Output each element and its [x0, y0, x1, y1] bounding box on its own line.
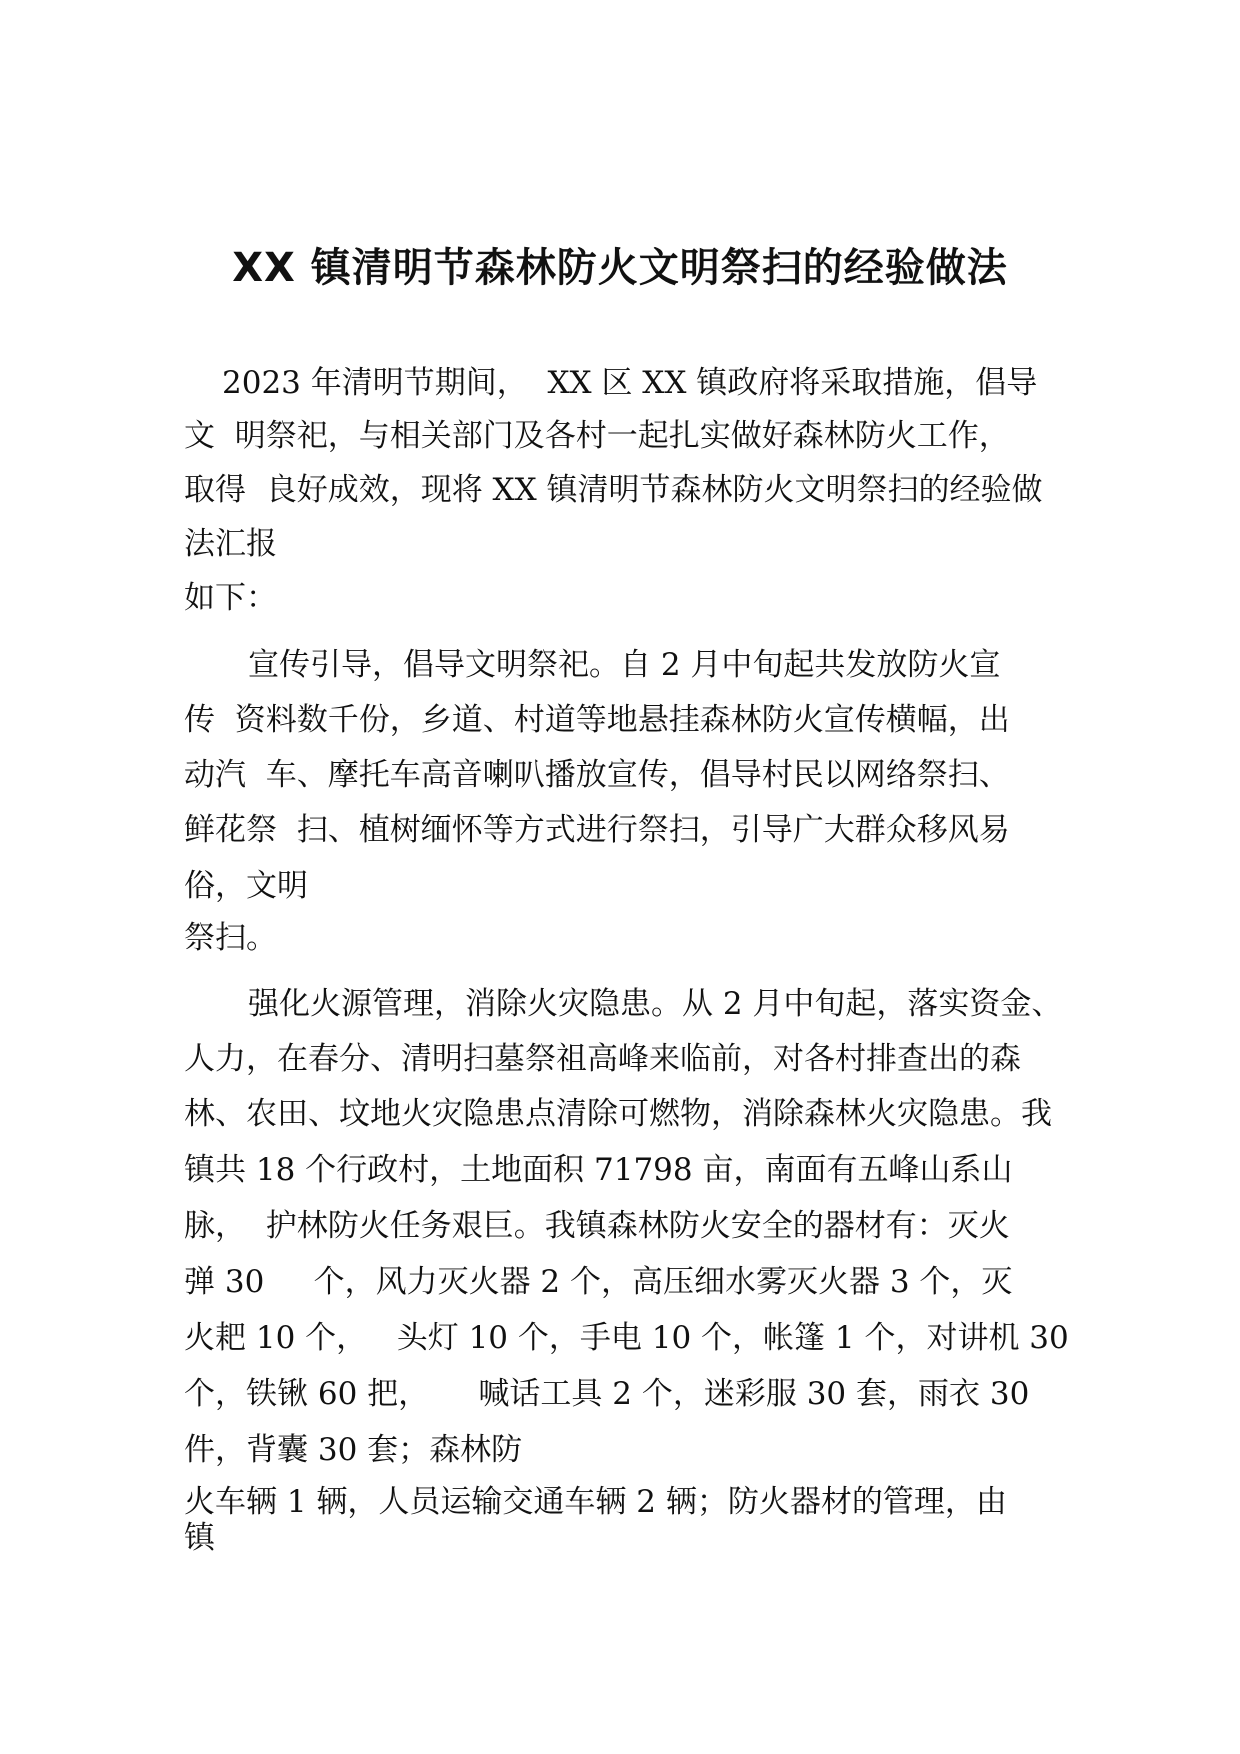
paragraph-2-line-2: 传 资料数千份，乡道、村道等地悬挂森林防火宣传横幅，出	[184, 702, 1010, 738]
paragraph-2-line-1: 宣传引导，倡导文明祭祀。自 2 月中旬起共发放防火宣	[248, 647, 1001, 683]
paragraph-1-line-3: 取得 良好成效，现将 XX 镇清明节森林防火文明祭扫的经验做	[184, 472, 1043, 508]
paragraph-2-line-5: 俗，文明	[184, 868, 308, 904]
paragraph-1-line-2: 文 明祭祀，与相关部门及各村一起扎实做好森林防火工作，	[184, 418, 1010, 454]
paragraph-3-line-8: 个，铁锹 60 把， 喊话工具 2 个，迷彩服 30 套，雨衣 30	[184, 1376, 1030, 1412]
paragraph-3-line-9: 件，背囊 30 套；森林防	[184, 1432, 523, 1468]
paragraph-1-line-4: 法汇报	[184, 526, 277, 562]
paragraph-3-line-10: 火车辆 1 辆，人员运输交通车辆 2 辆；防火器材的管理，由	[184, 1484, 1007, 1520]
paragraph-3-line-4: 镇共 18 个行政村，土地面积 71798 亩，南面有五峰山系山	[184, 1152, 1013, 1188]
paragraph-3-line-6: 弹 30 个，风力灭火器 2 个，高压细水雾灭火器 3 个，灭	[184, 1264, 1013, 1300]
paragraph-2-line-3: 动汽 车、摩托车高音喇叭播放宣传，倡导村民以网络祭扫、	[184, 757, 1010, 793]
paragraph-3-line-11: 镇	[184, 1520, 215, 1556]
paragraph-3-line-7: 火耙 10 个， 头灯 10 个，手电 10 个，帐篷 1 个，对讲机 30	[184, 1320, 1069, 1356]
paragraph-2-line-4: 鲜花祭 扫、植树缅怀等方式进行祭扫，引导广大群众移风易	[184, 812, 1010, 848]
document-title: XX 镇清明节森林防火文明祭扫的经验做法	[232, 245, 1008, 291]
paragraph-3-line-1: 强化火源管理，消除火灾隐患。从 2 月中旬起，落实资金、	[248, 986, 1063, 1022]
paragraph-3-line-5: 脉， 护林防火任务艰巨。我镇森林防火安全的器材有：灭火	[184, 1208, 1010, 1244]
paragraph-2-line-6: 祭扫。	[184, 920, 277, 956]
paragraph-3-line-2: 人力，在春分、清明扫墓祭祖高峰来临前，对各村排查出的森	[184, 1041, 1021, 1077]
paragraph-1-line-1: 2023 年清明节期间， XX 区 XX 镇政府将采取措施，倡导	[222, 365, 1038, 401]
paragraph-1-line-5: 如下：	[184, 580, 277, 616]
paragraph-3-line-3: 林、农田、坟地火灾隐患点清除可燃物，消除森林火灾隐患。我	[184, 1096, 1052, 1132]
